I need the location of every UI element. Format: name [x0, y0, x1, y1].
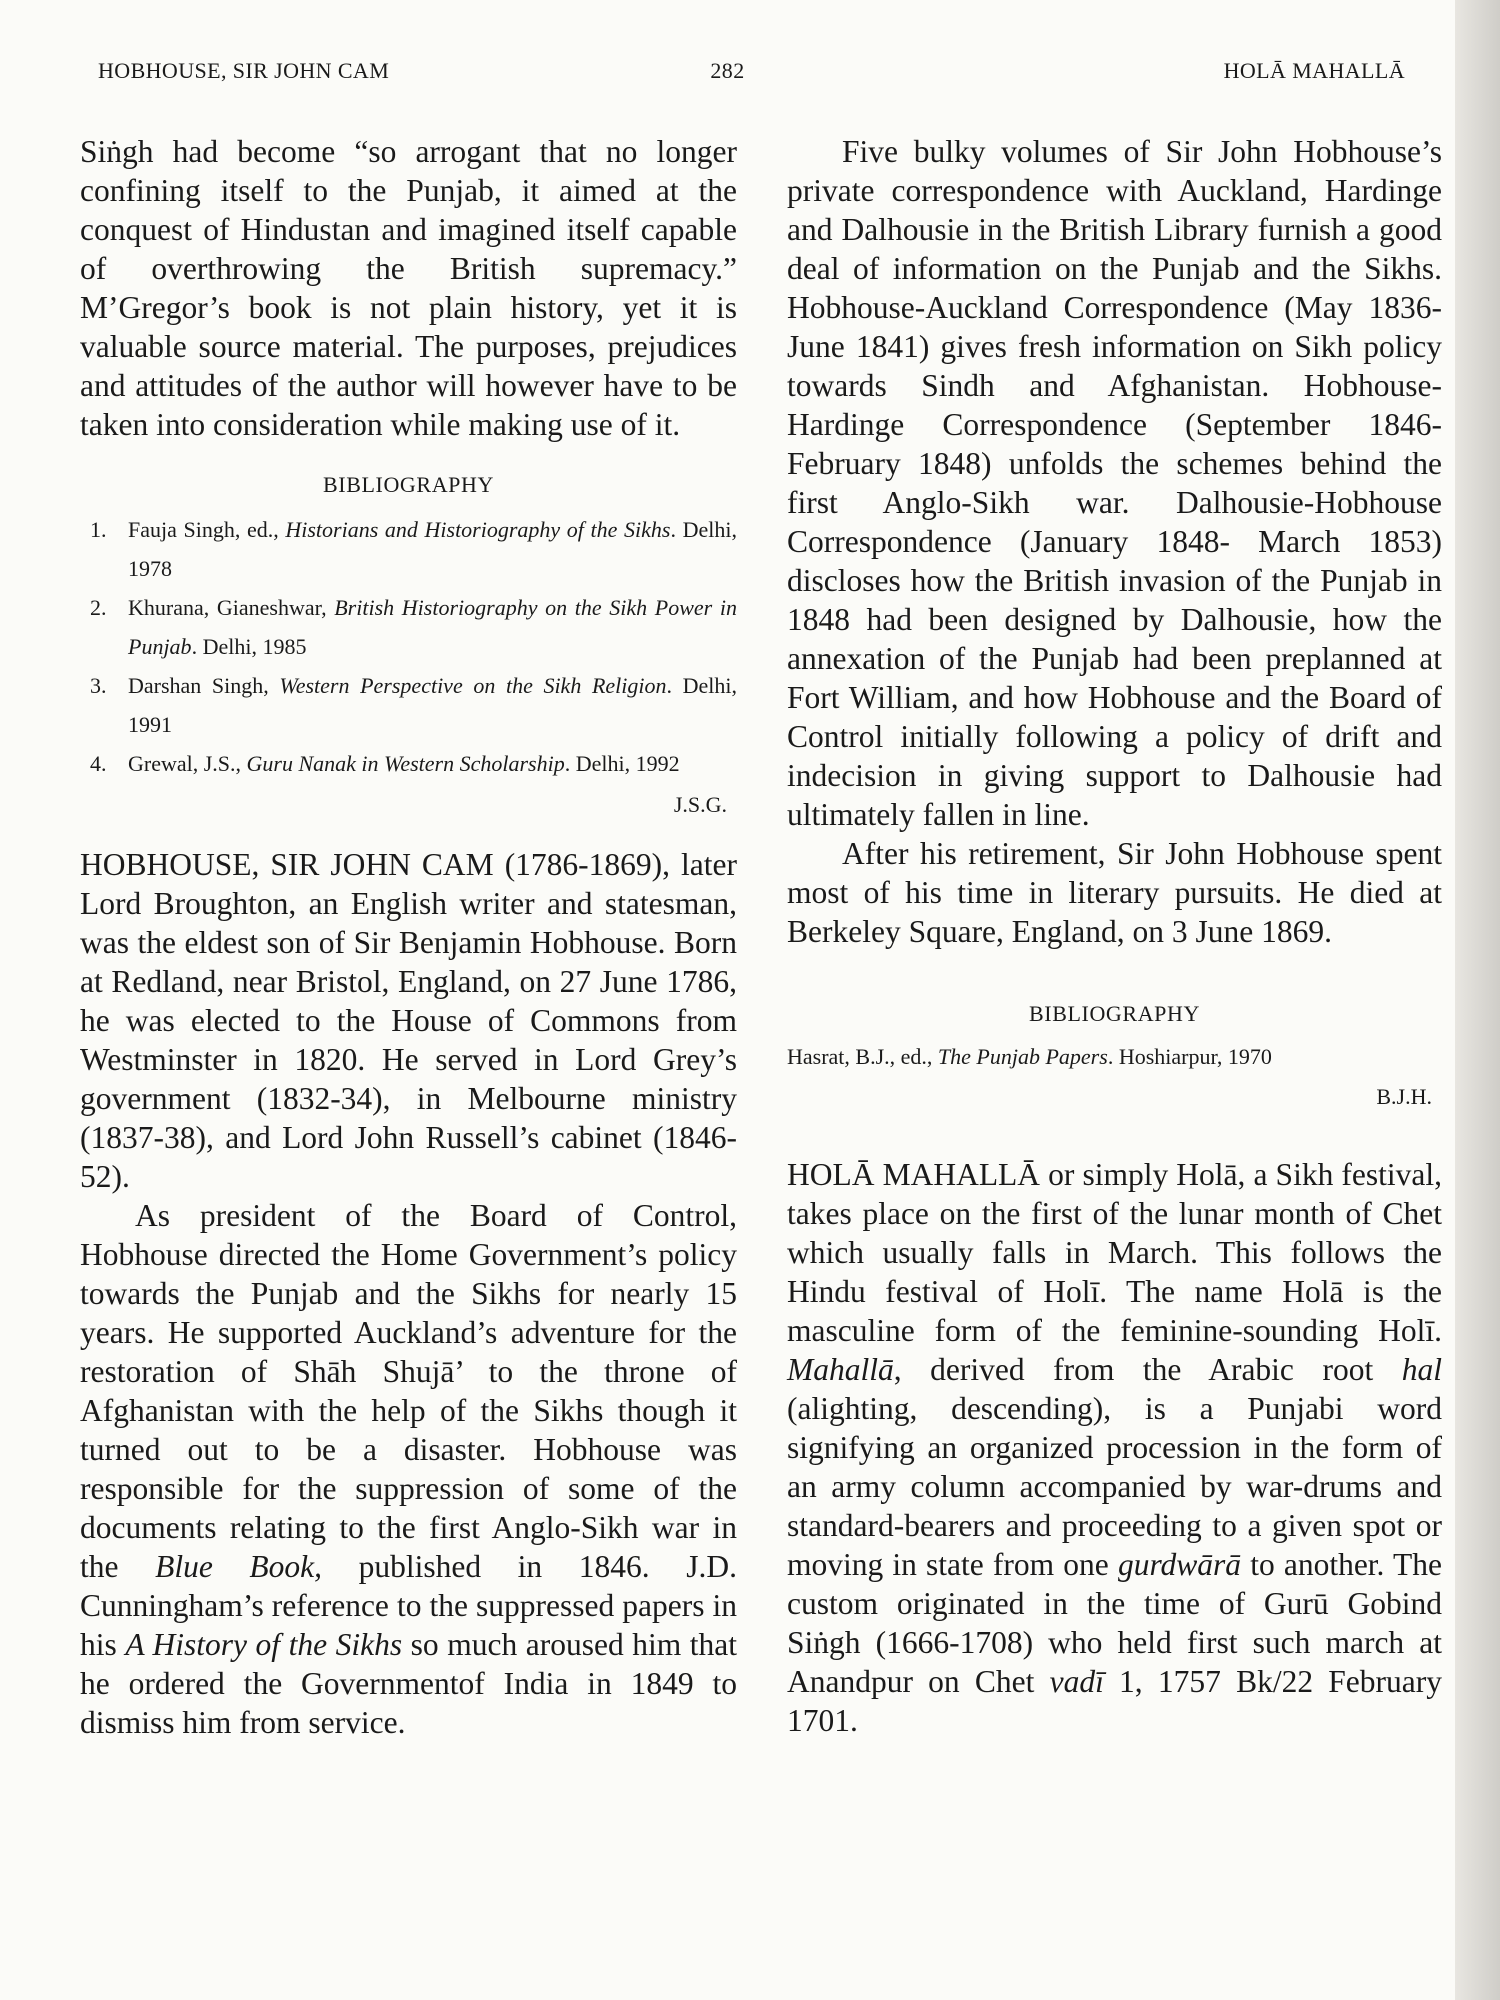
- entry-paragraph: HOBHOUSE, SIR JOHN CAM (1786-1869), later Lord Broughton, an English writer and statesman, was the eldest son of Sir Benjamin Hobhouse. Born at Redland, near Bristol, England, on 27 June 1786, he was elected to the House of Commons from Westminster in 1820. He served in Lord Grey’s government (1832-34), in Melbourne ministry (1837-38), and Lord John Russell’s cabinet (1846-52).: [80, 847, 737, 1194]
- bibliography-text: [128, 588, 737, 666]
- italic-term: hal: [1401, 1352, 1442, 1387]
- intro-paragraph: Siṅgh had become “so arrogant that no longer confining itself to the Punjab, it aimed at the conquest of Hindustan and imagined itself capable of overthrowing the British supremacy.” M’Gregor’s book is not plain history, yet it is valuable source material. The purposes, prejudices and attitudes of the author will however have to be taken into consideration while making use of it.: [80, 134, 737, 442]
- bib-title: Historians and Historiography of the Sikhs: [285, 517, 671, 542]
- text-run: published in 1846. J.D. Cunningham’s reference to the suppressed papers in his: [80, 1549, 737, 1662]
- text-run: so much aroused him that he ordered the Governmentof India in 1849 to dismiss him from service.: [80, 1627, 738, 1740]
- page-number: 282: [710, 58, 745, 83]
- bib-title: British Historiography on the Sikh Power in Punjab: [128, 595, 737, 659]
- italic-title: A History of the Sikhs: [125, 1627, 403, 1662]
- bibliography-item: [80, 666, 737, 744]
- bibliography-heading: BIBLIOGRAPHY: [323, 472, 494, 497]
- bibliography-item: [80, 510, 737, 588]
- bibliography-number: 2.: [90, 595, 107, 620]
- text-run: to another. The custom originated in the time of Gurū Gobind Siṅgh (1666-1708) who held first such march at Anandpur on Chet: [787, 1547, 1442, 1699]
- right-column: [787, 132, 1442, 1740]
- bib-title: Western Perspective on the Sikh Religion: [279, 673, 667, 698]
- bib-pub: . Delhi, 1978: [128, 517, 737, 581]
- bib-title: Guru Nanak in Western Scholarship: [246, 751, 565, 776]
- running-head-left: HOBHOUSE, SIR JOHN CAM: [98, 58, 390, 83]
- author-initials: J.S.G.: [673, 792, 727, 817]
- bib-title: The Punjab Papers: [937, 1044, 1108, 1069]
- italic-title: Blue Book,: [155, 1549, 322, 1584]
- entry-paragraph: [80, 1196, 737, 1742]
- bibliography-text: [128, 744, 737, 783]
- text-run: 1, 1757 Bk/22 February 1701.: [787, 1664, 1442, 1738]
- running-head-right: HOLĀ MAHALLĀ: [1223, 58, 1405, 83]
- text-run: (alighting, descending), is a Punjabi word signifying an organized procession in the form of an army column accompanied by war-drums and standard-bearers and proceeding to a given spot or moving in state from one: [787, 1391, 1442, 1582]
- text-run: , derived from the Arabic root: [893, 1352, 1402, 1387]
- bibliography-number: 4.: [90, 751, 107, 776]
- bibliography-number: 3.: [90, 673, 107, 698]
- bib-author: Fauja Singh, ed.,: [128, 517, 286, 542]
- italic-term: Mahallā: [787, 1352, 894, 1387]
- hola-mahalla-entry: [787, 1155, 1442, 1740]
- bib-author: Grewal, J.S.,: [128, 751, 247, 776]
- bib-pub: . Delhi, 1985: [191, 634, 307, 659]
- bibliography-list: [80, 510, 737, 783]
- bibliography-text: [128, 510, 737, 588]
- bib-author: Darshan Singh,: [128, 673, 280, 698]
- correspondence-paragraph: Five bulky volumes of Sir John Hobhouse’s private correspondence with Auckland, Hardinge and Dalhousie in the British Library furnish a good deal of information on the Punjab and the Sikhs. Hobhouse-Auckland Correspondence (May 1836-June 1841) gives fresh information on Sikh policy towards Sindh and Afghanistan. Hobhouse-Hardinge Correspondence (September 1846-February 1848) unfolds the schemes behind the first Anglo-Sikh war. Dalhousie-Hobhouse Correspondence (January 1848- March 1853) discloses how the British invasion of the Punjab in 1848 had been designed by Dalhousie, how the annexation of the Punjab had been preplanned at Fort William, and how Hobhouse and the Board of Control initially following a policy of drift and indecision in giving support to Dalhousie had ultimately fallen in line.: [787, 134, 1442, 832]
- bibliography-number: 1.: [90, 517, 107, 542]
- text-run: As president of the Board of Control, Hobhouse directed the Home Government’s policy towards the Punjab and the Sikhs for nearly 15 years. He supported Auckland’s adventure for the restoration of Shāh Shujā’ to the throne of Afghanistan with the help of the Sikhs though it turned out to be a disaster. Hobhouse was responsible for the suppression of some of the documents relating to the first Anglo-Sikh war in the: [80, 1198, 737, 1584]
- bibliography-item: [80, 744, 737, 783]
- bib-pub: . Delhi, 1991: [128, 673, 737, 737]
- bibliography-item: [787, 1039, 1442, 1075]
- italic-term: gurdwārā: [1117, 1547, 1242, 1582]
- retirement-paragraph: After his retirement, Sir John Hobhouse spent most of his time in literary pursuits. He died at Berkeley Square, England, on 3 June 1869.: [787, 836, 1442, 949]
- bib-author: Khurana, Gianeshwar,: [128, 595, 335, 620]
- text-run: HOLĀ MAHALLĀ or simply Holā, a Sikh festival, takes place on the first of the lunar month of Chet which usually falls in March. This follows the Hindu festival of Holī. The name Holā is the masculine form of the feminine-sounding Holī.: [787, 1157, 1442, 1348]
- bibliography-heading: BIBLIOGRAPHY: [1029, 1001, 1200, 1026]
- left-column: [80, 132, 737, 1742]
- italic-term: vadī: [1049, 1664, 1104, 1699]
- page-gutter: [1455, 0, 1500, 2000]
- bibliography-item: [80, 588, 737, 666]
- bib-author: Hasrat, B.J., ed.,: [787, 1044, 938, 1069]
- bibliography-text: [128, 666, 737, 744]
- bib-pub: . Hoshiarpur, 1970: [1107, 1044, 1272, 1069]
- bib-pub: . Delhi, 1992: [564, 751, 680, 776]
- author-initials: B.J.H.: [1376, 1084, 1432, 1109]
